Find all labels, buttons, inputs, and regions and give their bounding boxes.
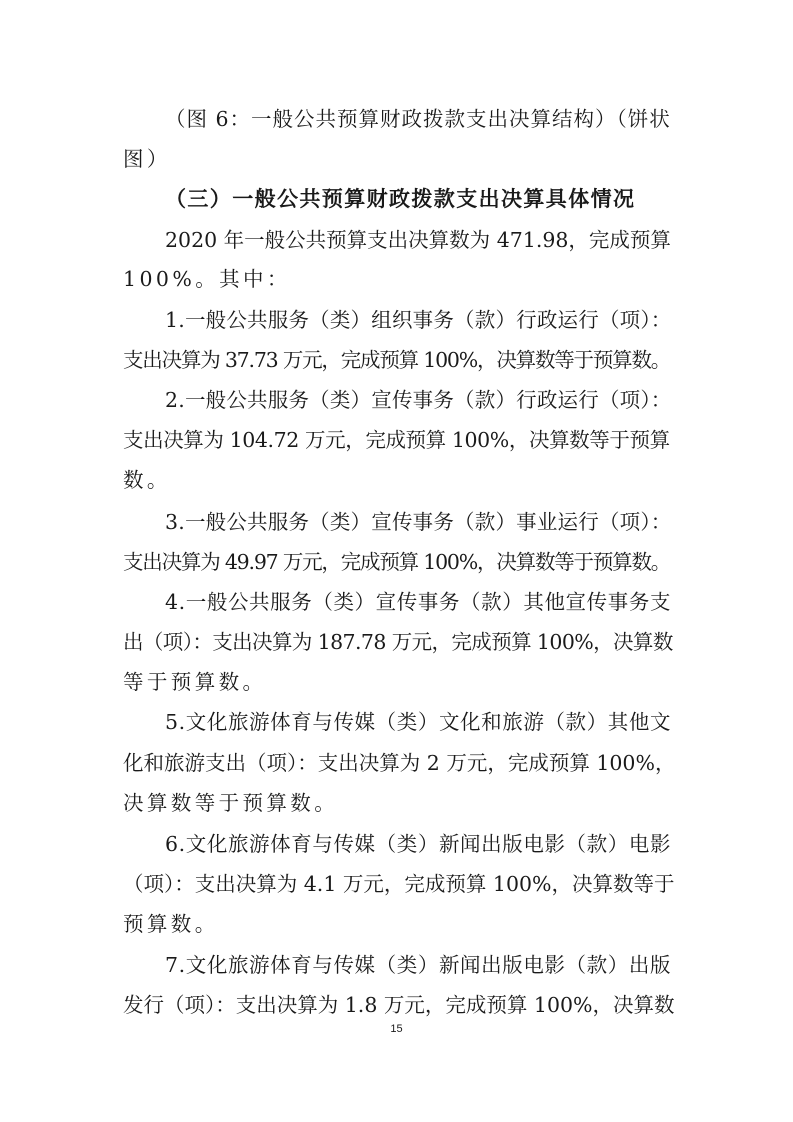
- item-7-line-1: 7.文化旅游体育与传媒（类）新闻出版电影（款）出版: [165, 953, 672, 977]
- item-5-line-1: 5.文化旅游体育与传媒（类）文化和旅游（款）其他文: [165, 710, 672, 734]
- page-number: 15: [390, 1023, 403, 1035]
- intro-line-2: 100%。其中：: [123, 267, 291, 291]
- item-5-line-2: 化和旅游支出（项）：支出决算为 2 万元，完成预算 100%，: [123, 751, 676, 775]
- item-1-line-2: 支出决算为 37.73 万元，完成预算 100%，决算数等于预算数。: [123, 348, 671, 372]
- item-6-line-1: 6.文化旅游体育与传媒（类）新闻出版电影（款）电影: [165, 832, 672, 856]
- intro-line-1: 2020 年一般公共预算支出决算数为 471.98，完成预算: [165, 228, 671, 252]
- item-5-line-3: 决算数等于预算数。: [123, 791, 339, 815]
- item-2-line-2: 支出决算为 104.72 万元，完成预算 100%，决算数等于预算: [123, 428, 670, 452]
- item-6-line-3: 预算数。: [123, 912, 219, 936]
- item-3-line-2: 支出决算为 49.97 万元，完成预算 100%，决算数等于预算数。: [123, 550, 671, 574]
- figure-caption-line-1: （图 6：一般公共预算财政拨款支出决算结构）（饼状: [165, 107, 671, 131]
- item-3-line-1: 3.一般公共服务（类）宣传事务（款）事业运行（项）：: [165, 510, 672, 534]
- item-4-line-3: 等于预算数。: [123, 670, 267, 694]
- item-6-line-2: （项）：支出决算为 4.1 万元，完成预算 100%，决算数等于: [123, 872, 675, 896]
- item-2-line-1: 2.一般公共服务（类）宣传事务（款）行政运行（项）：: [165, 388, 672, 412]
- section-heading: （三）一般公共预算财政拨款支出决算具体情况: [165, 187, 636, 211]
- item-2-line-3: 数。: [123, 468, 171, 492]
- figure-caption-line-2: 图）: [123, 147, 171, 171]
- item-7-line-2: 发行（项）：支出决算为 1.8 万元，完成预算 100%，决算数: [123, 993, 675, 1017]
- item-1-line-1: 1.一般公共服务（类）组织事务（款）行政运行（项）：: [165, 308, 672, 332]
- item-4-line-2: 出（项）：支出决算为 187.78 万元，完成预算 100%，决算数: [123, 630, 673, 654]
- item-4-line-1: 4.一般公共服务（类）宣传事务（款）其他宣传事务支: [165, 590, 672, 614]
